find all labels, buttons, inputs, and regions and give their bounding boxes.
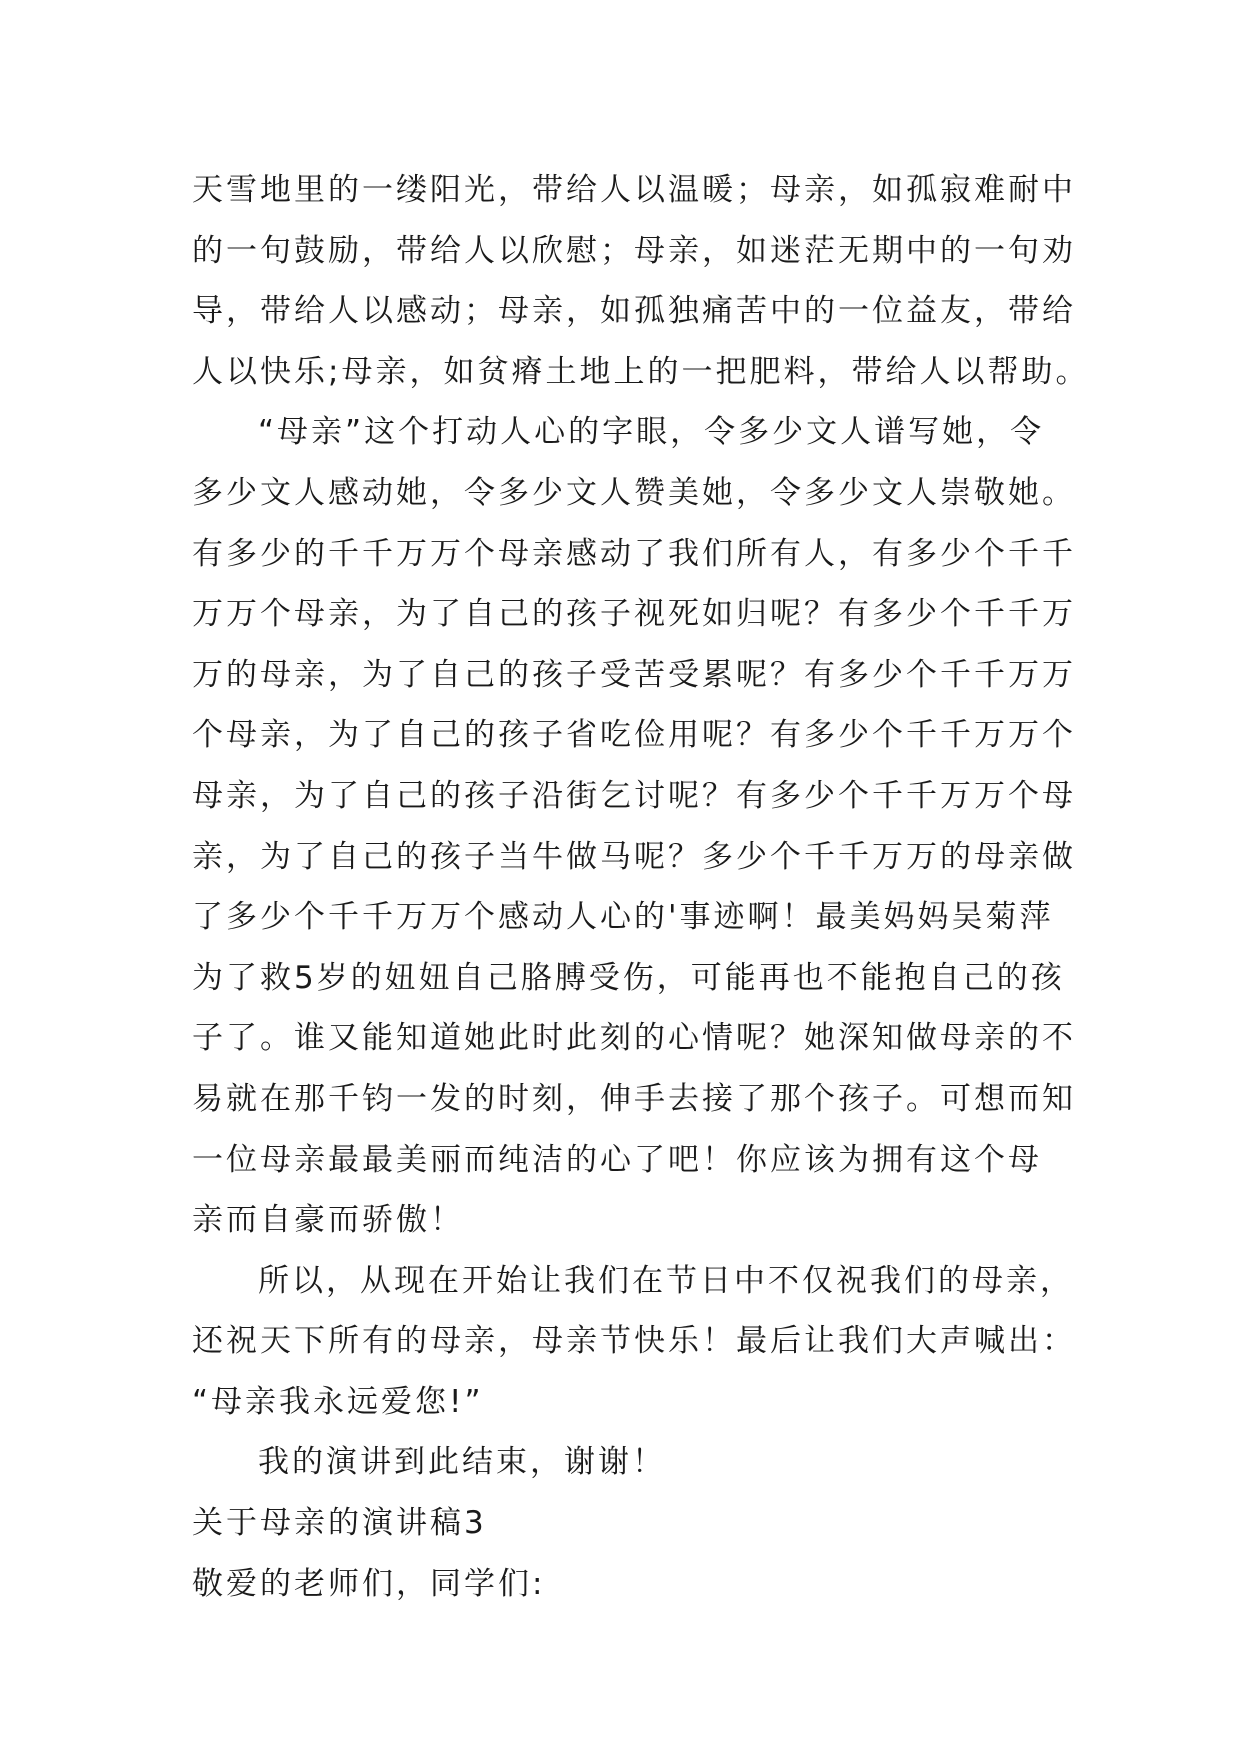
text-line: 万万个母亲，为了自己的孩子视死如归呢？有多少个千千万 [192, 596, 1076, 633]
text-line: 天雪地里的一缕阳光，带给人以温暖；母亲，如孤寂难耐中 [192, 172, 1076, 208]
text-line: 人以快乐;母亲，如贫瘠土地上的一把肥料，带给人以帮助。 [192, 353, 1090, 390]
text-line: 亲而自豪而骄傲！ [192, 1202, 464, 1239]
text-line: 我的演讲到此结束，谢谢！ [258, 1444, 666, 1481]
salutation: 敬爱的老师们，同学们: [192, 1565, 546, 1602]
text-line: 一位母亲最最美丽而纯洁的心了吧！你应该为拥有这个母 [192, 1141, 1042, 1178]
text-line: 所以，从现在开始让我们在节日中不仅祝我们的母亲， [258, 1262, 1074, 1299]
text-line: 母亲，为了自己的孩子沿街乞讨呢？有多少个千千万万个母 [192, 777, 1076, 814]
text-line: 为了救5岁的妞妞自己胳膊受伤，可能再也不能抱自己的孩 [192, 959, 1065, 996]
document-body [192, 160, 1090, 1614]
text-line: 还祝天下所有的母亲，母亲节快乐！最后让我们大声喊出： [192, 1323, 1076, 1360]
text-line: “母亲我永远爱您!” [192, 1383, 484, 1420]
text-line: 万的母亲，为了自己的孩子受苦受累呢？有多少个千千万万 [192, 656, 1076, 693]
text-line: 导，带给人以感动；母亲，如孤独痛苦中的一位益友，带给 [192, 293, 1076, 330]
text-line: 的一句鼓励，带给人以欣慰；母亲，如迷茫无期中的一句劝 [192, 232, 1076, 269]
text-line: 有多少的千千万万个母亲感动了我们所有人，有多少个千千 [192, 535, 1076, 572]
section-title: 关于母亲的演讲稿3 [192, 1505, 487, 1542]
text-line: 了多少个千千万万个感动人心的'事迹啊！最美妈妈吴菊萍 [192, 899, 1054, 936]
text-line: 多少文人感动她，令多少文人赞美她，令多少文人崇敬她。 [192, 474, 1076, 511]
text-line: 个母亲，为了自己的孩子省吃俭用呢？有多少个千千万万个 [192, 717, 1076, 754]
text-line: “母亲”这个打动人心的字眼，令多少文人谱写她，令 [258, 414, 1045, 451]
text-line: 亲，为了自己的孩子当牛做马呢？多少个千千万万的母亲做 [192, 838, 1076, 875]
text-line: 易就在那千钧一发的时刻，伸手去接了那个孩子。可想而知 [192, 1080, 1076, 1117]
text-line: 子了。谁又能知道她此时此刻的心情呢？她深知做母亲的不 [192, 1020, 1076, 1057]
